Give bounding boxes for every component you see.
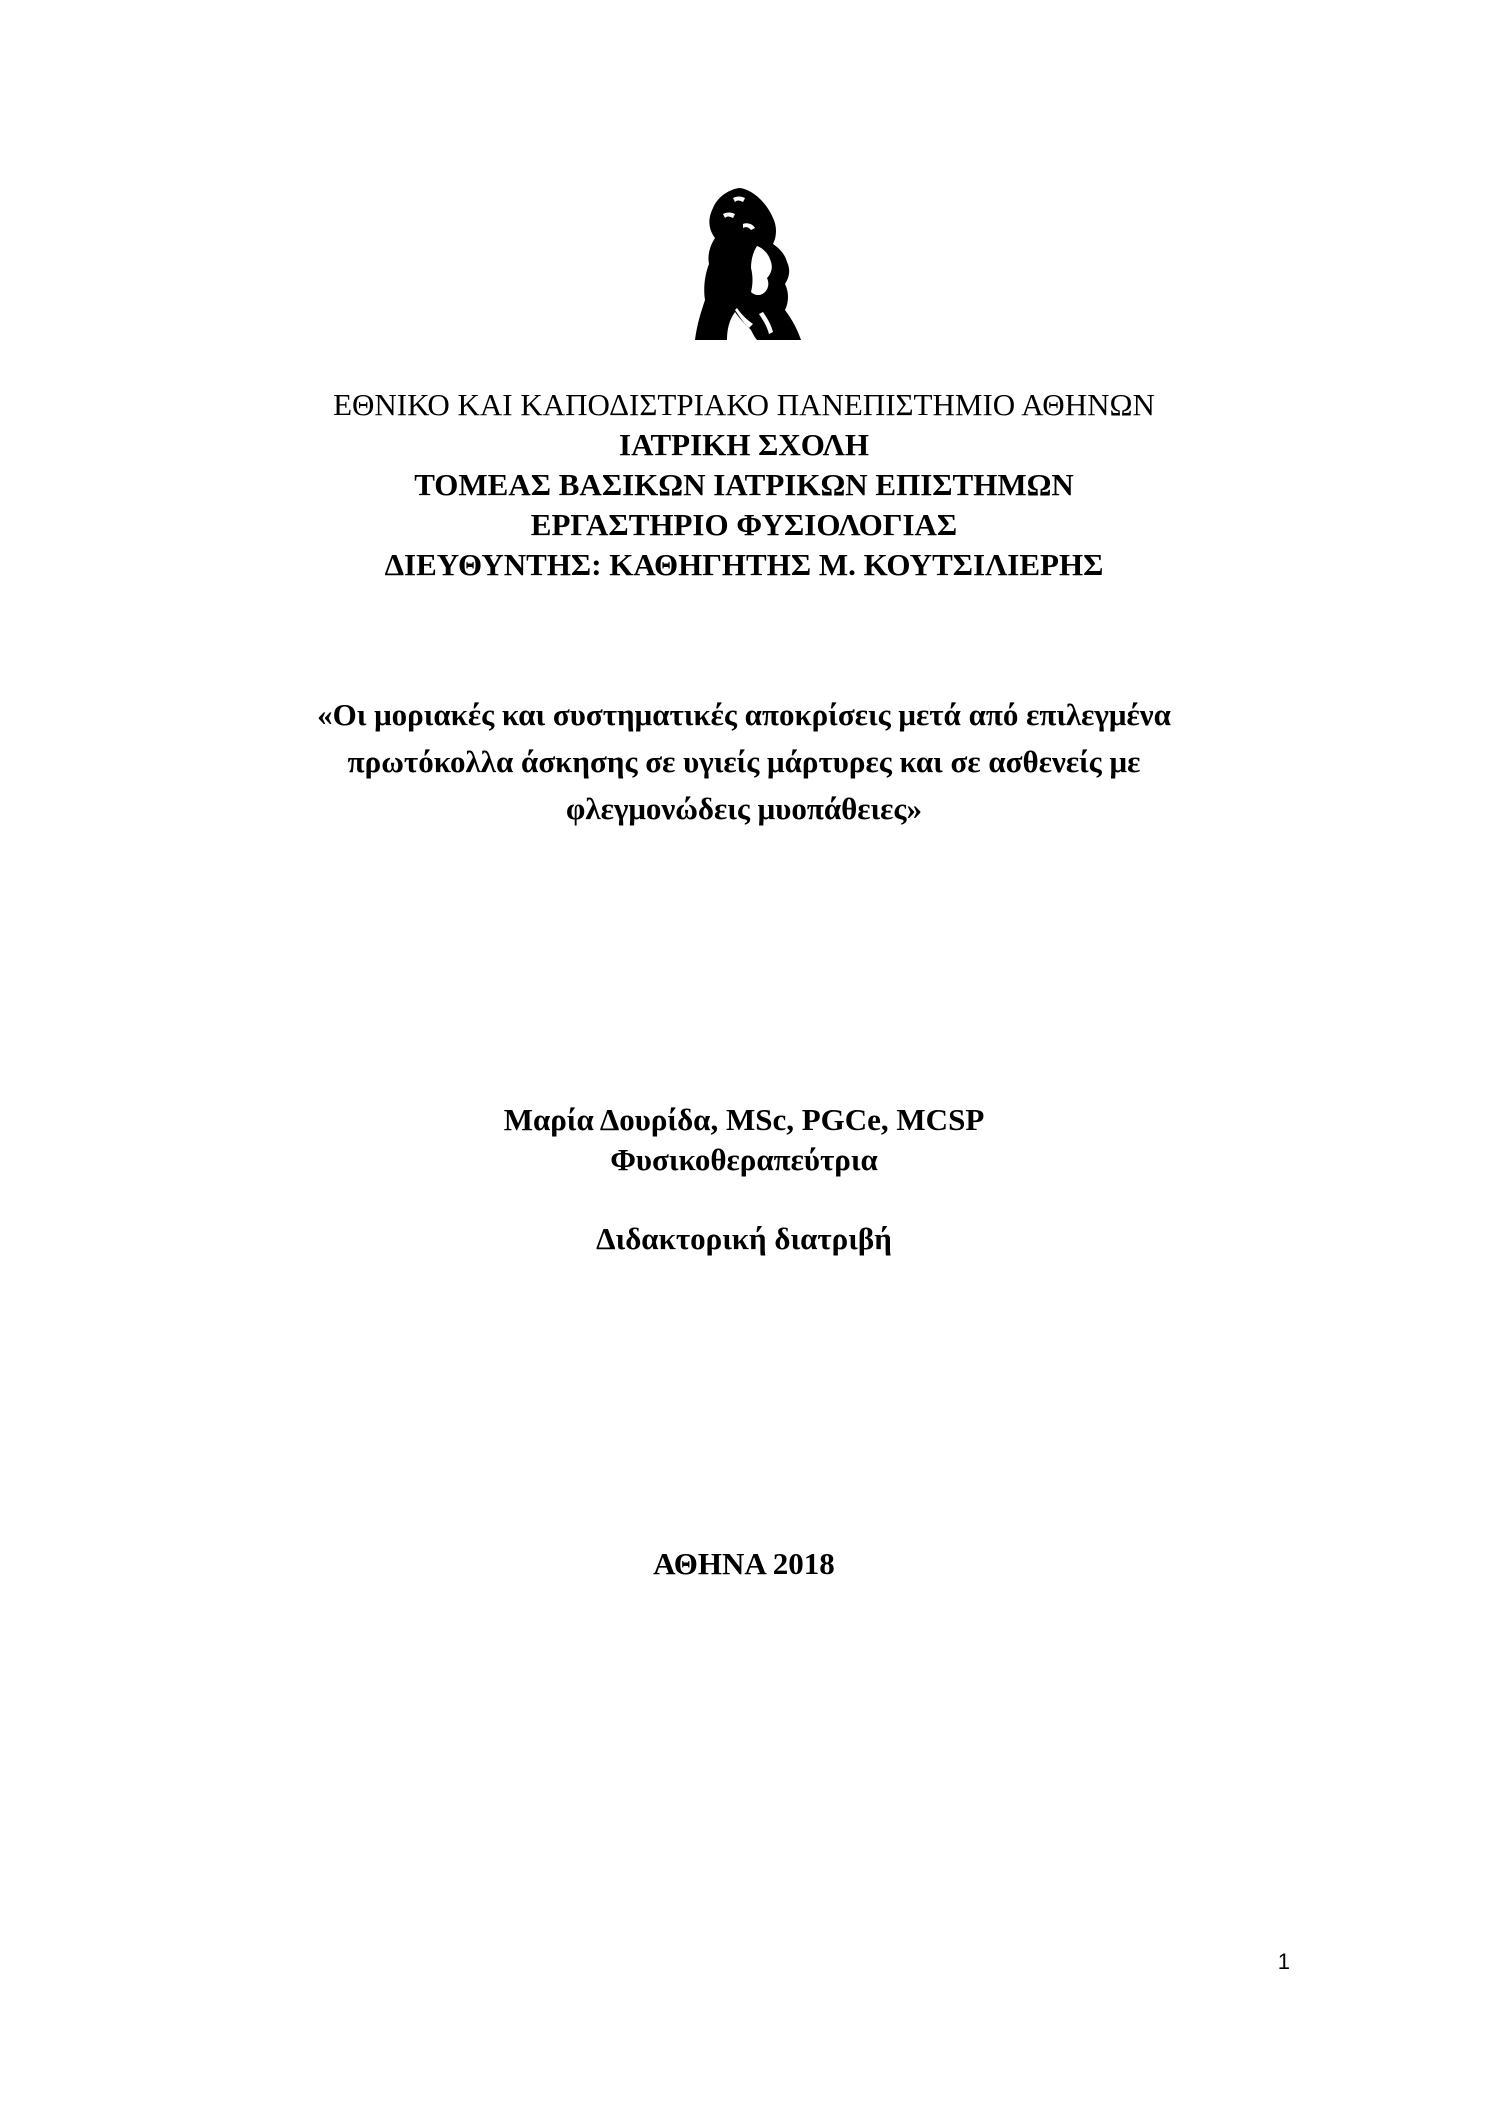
page-number: 1 [1277, 1949, 1290, 1974]
department-name: ΤΟΜΕΑΣ ΒΑΣΙΚΩΝ ΙΑΤΡΙΚΩΝ ΕΠΙΣΤΗΜΩΝ [414, 467, 1074, 502]
thesis-title-line-3: φλεγμονώδεις μυοπάθειες» [566, 791, 922, 826]
thesis-type [0, 1219, 1488, 1259]
school-name: ΙΑΤΡΙΚΗ ΣΧΟΛΗ [619, 427, 869, 462]
athena-head-emblem-icon [693, 184, 801, 340]
author-profession: Φυσικοθεραπεύτρια [610, 1142, 878, 1177]
thesis-title-line-2: πρωτόκολλα άσκησης σε υγιείς μάρτυρες και σε ασθενείς με [347, 744, 1141, 779]
institution-header [0, 385, 1488, 585]
author-block [0, 1100, 1488, 1180]
thesis-title-line-1: «Οι μοριακές και συστηματικές αποκρίσεις μετά από επιλεγμένα [317, 697, 1171, 732]
university-name: ΕΘΝΙΚΟ ΚΑΙ ΚΑΠΟΔΙΣΤΡΙΑΚΟ ΠΑΝΕΠΙΣΤΗΜΙΟ ΑΘΗΝΩΝ [333, 387, 1155, 422]
author-name: Μαρία Δουρίδα, MSc, PGCe, MCSP [503, 1102, 985, 1137]
laboratory-name: ΕΡΓΑΣΤΗΡΙΟ ΦΥΣΙΟΛΟΓΙΑΣ [530, 507, 958, 542]
director-line: ΔΙΕΥΘΥΝΤΗΣ: ΚΑΘΗΓΗΤΗΣ Μ. ΚΟΥΤΣΙΛΙΕΡΗΣ [384, 547, 1104, 582]
place-and-year [0, 1544, 1488, 1584]
thesis-title [0, 691, 1488, 832]
thesis-type-label: Διδακτορική διατριβή [596, 1221, 892, 1256]
university-logo-icon [693, 184, 801, 340]
place-year-label: ΑΘΗΝΑ 2018 [653, 1546, 835, 1581]
